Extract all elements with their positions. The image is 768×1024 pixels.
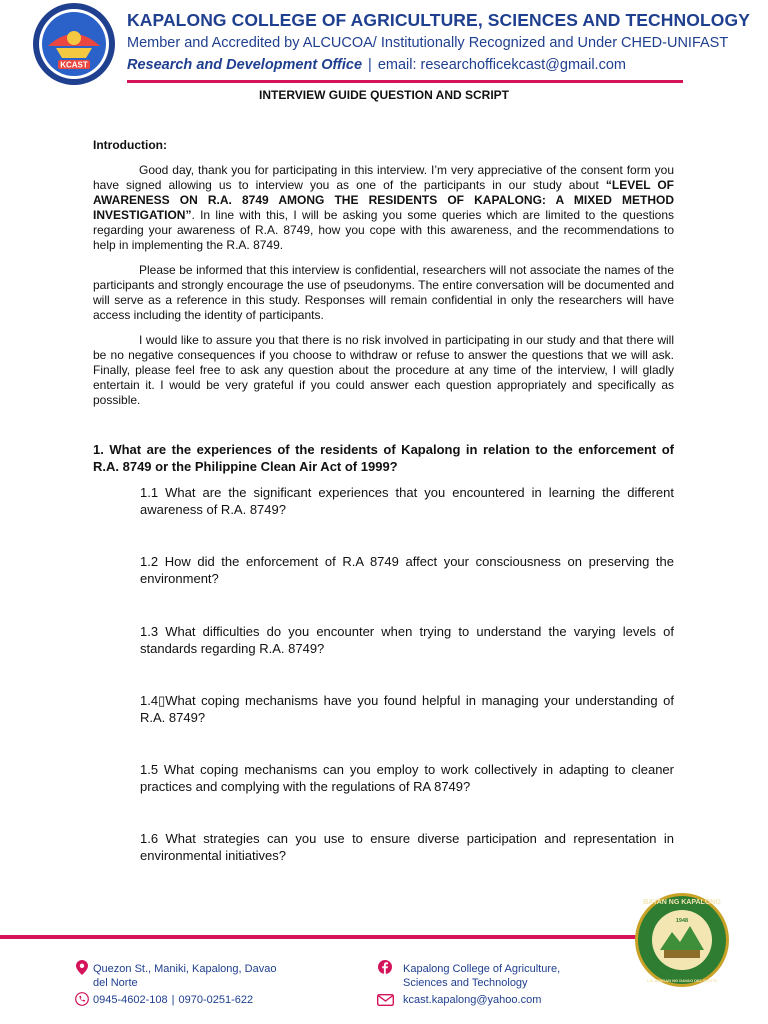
- introduction-label: Introduction:: [93, 138, 167, 152]
- sub-question-1-5: 1.5 What coping mechanisms can you employ to work collectively in adapting to cleaner practices and complying with the regulations of RA 8749?: [140, 762, 674, 794]
- svg-text:BAYAN NG KAPALONG: BAYAN NG KAPALONG: [643, 899, 721, 906]
- sub-question-1-2: 1.2 How did the enforcement of R.A 8749 affect your consciousness on preserving the environment?: [140, 554, 674, 586]
- intro-paragraph-3: I would like to assure you that there is no risk involved in participating in our study and that there will be no negative consequences if you choose to withdraw or refuse to answer the questions that we will ask. Finally, please feel free to ask any question about the procedure at any time of the interview, I will gladly entertain it. I would be very grateful if you could answer each question appropriately and specifically as possible.: [93, 333, 674, 407]
- study-title: “LEVEL OF AWARENESS ON R.A. 8749 AMONG THE RESIDENTS OF KAPALONG: A MIXED METHOD INVESTIGATION”: [93, 178, 675, 222]
- footer-address: Quezon St., Maniki, Kapalong, Davao del Norte: [93, 963, 277, 989]
- facebook-icon: [378, 960, 392, 974]
- sub-question-1-3: 1.3 What difficulties do you encounter when trying to understand the varying levels of standards regarding R.A. 8749?: [140, 624, 674, 656]
- footer-phones: [93, 993, 253, 1007]
- office-email: email: researchofficekcast@gmail.com: [377, 57, 626, 73]
- office-separator: |: [368, 57, 372, 73]
- svg-text:KCAST: KCAST: [60, 60, 88, 70]
- phone-icon: [75, 992, 89, 1006]
- footer-email: kcast.kapalong@yahoo.com: [403, 994, 542, 1006]
- college-name: KAPALONG COLLEGE OF AGRICULTURE, SCIENCES AND TECHNOLOGY: [127, 10, 750, 30]
- footer-rule: [0, 935, 636, 939]
- mail-icon: [377, 994, 394, 1006]
- phone-number-2: 0970-0251-622: [178, 994, 254, 1006]
- main-question-1: 1. What are the experiences of the residents of Kapalong in relation to the enforcement of R.A. 8749 or the Philippine Clean Air Act of 1999?: [93, 442, 674, 474]
- sub-question-1-4: 1.4▯What coping mechanisms have you found helpful in managing your understanding of R.A. 8749?: [140, 693, 674, 725]
- svg-text:LALAWIGAN NG DAVAO DEL NORTE: LALAWIGAN NG DAVAO DEL NORTE: [646, 978, 718, 983]
- footer-facebook: Kapalong College of Agriculture, Sciences and Technology: [403, 963, 561, 989]
- phone-separator: |: [171, 994, 175, 1006]
- phone-number-1: 0945-4602-108: [93, 994, 168, 1006]
- office-line: [127, 57, 626, 73]
- header-rule: [127, 80, 683, 83]
- document-title: INTERVIEW GUIDE QUESTION AND SCRIPT: [258, 88, 510, 102]
- location-pin-icon: [76, 960, 88, 975]
- svg-text:1948: 1948: [675, 918, 689, 924]
- intro-paragraph-1: Good day, thank you for participating in this interview. I’m very appreciative of the consent form you have signed allowing us to interview you as one of the participants in our study about “LEVEL OF AWARENESS ON R.A. 8749 AMONG THE RESIDENTS OF KAPALONG: A MIXED METHOD INVESTIGATION”. In line with this, I will be asking you some queries which are limited to the questions regarding your awareness of R.A. 8749, how you cope with this awareness, and the recommendations to help in implementing the R.A. 8749.: [93, 163, 675, 252]
- sub-question-1-6: 1.6 What strategies can you use to ensure diverse participation and representation in environmental initiatives?: [140, 831, 674, 863]
- office-name: Research and Development Office: [127, 57, 363, 73]
- accreditation-line: Member and Accredited by ALCUCOA/ Institutionally Recognized and Under CHED-UNIFAST: [127, 35, 729, 51]
- sub-question-1-1: 1.1 What are the significant experiences that you encountered in learning the different awareness of R.A. 8749?: [140, 485, 674, 517]
- intro-paragraph-2: Please be informed that this interview is confidential, researchers will not associate the names of the participants and strongly encourage the use of pseudonyms. The entire conversation will be documented and will serve as a reference in this study. Responses will remain confidential in only the researchers will have access including the identity of participants.: [93, 263, 674, 322]
- introduction-section: [93, 138, 674, 418]
- letterhead: [0, 0, 768, 90]
- kcast-logo-icon: [32, 2, 116, 86]
- kapalong-seal-icon: [634, 892, 730, 988]
